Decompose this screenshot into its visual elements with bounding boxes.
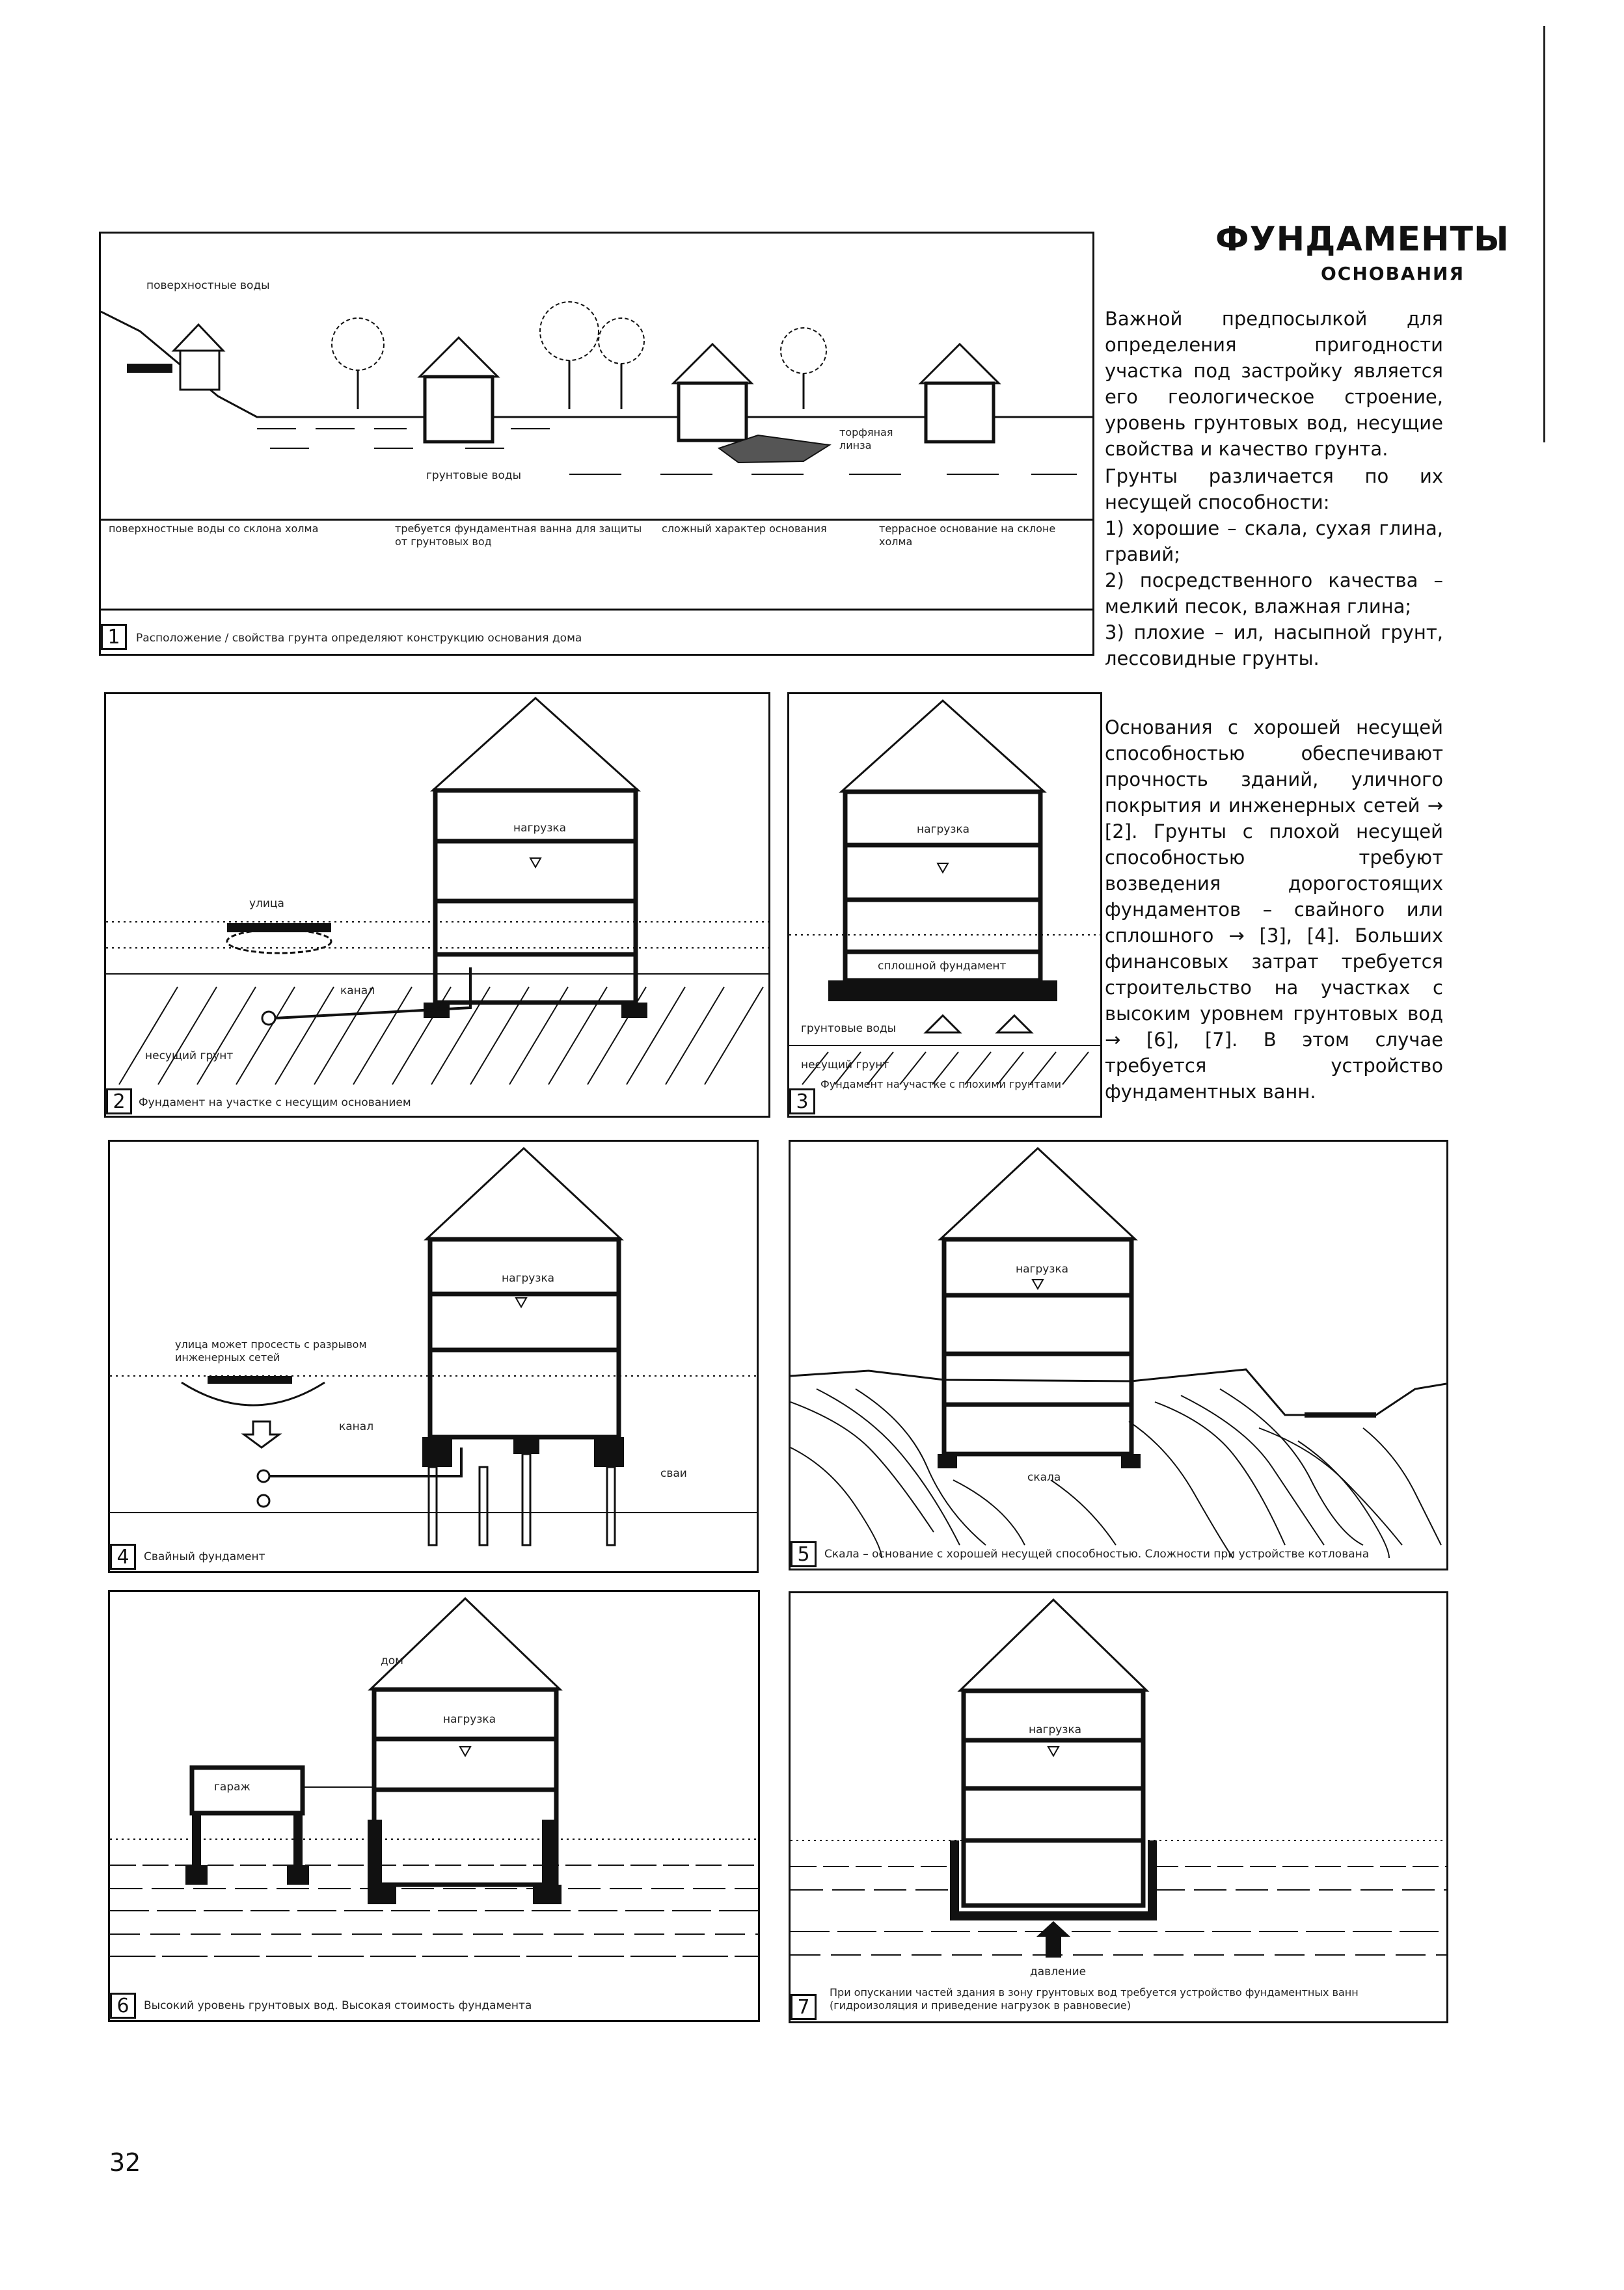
label-garage: гараж (214, 1781, 250, 1794)
page-title: ФУНДАМЕНТЫ (1215, 220, 1509, 259)
figure-1 (99, 232, 1094, 656)
figure-caption: Свайный фундамент (144, 1550, 265, 1563)
figure-number: 4 (110, 1544, 136, 1570)
label-ground-water: грунтовые воды (801, 1022, 897, 1035)
sublabel-4: террасное основание на склоне холма (879, 522, 1056, 548)
figure-caption: Фундамент на участке с несущим основанием (139, 1096, 411, 1109)
figure-2 (104, 692, 770, 1118)
sublabel-2: требуется фундаментная ванна для защиты от грунтовых вод (395, 522, 642, 548)
label-surface-water: поверхностные воды (146, 279, 270, 292)
sublabel-1: поверхностные воды со склона холма (109, 522, 319, 535)
figure-3-drawing (789, 694, 1100, 1116)
paragraph-soil-types: Грунты различается по их несущей способности: (1105, 465, 1443, 513)
label-ground-water: грунтовые воды (426, 469, 522, 482)
sublabel-3: сложный характер основания (662, 522, 827, 535)
list-item-good: 1) хорошие – скала, сухая глина, гравий; (1105, 517, 1443, 565)
figure-caption: При опускании частей здания в зону грунтовых вод требуется устройство фундаментных ванн (гидроизоляция и приведение нагрузок в равновесие) (830, 1986, 1359, 2012)
label-street: улица (249, 897, 284, 910)
label-house: дом (381, 1654, 403, 1667)
figure-3 (787, 692, 1102, 1118)
list-item-poor: 3) плохие – ил, насыпной грунт, лессовидные грунты. (1105, 621, 1443, 669)
paragraph-foundations: Основания с хорошей несущей способностью обеспечивают прочность зданий, уличного покрытия и инженерных сетей → [2]. Грунты с плохой несущей способностью требуют возведения дорогостоящих фундаментов – свайного или сплошного → [3], [4]. Больших финансовых затрат требуется строительство на участках с высоким уровнем грунтовых вод → [6], [7]. В этом случае требуется устройство фундаментных ванн. (1105, 716, 1443, 1103)
figure-number: 2 (106, 1088, 132, 1114)
page-number: 32 (109, 2148, 141, 2177)
label-piles: сваи (660, 1467, 687, 1480)
label-peat-lens: торфяная линза (839, 426, 893, 451)
figure-7-drawing (791, 1593, 1446, 2021)
label-pressure: давление (1030, 1965, 1087, 1978)
page-subtitle: ОСНОВАНИЯ (1321, 263, 1465, 284)
figure-5-drawing (791, 1142, 1446, 1569)
label-rock: скала (1027, 1471, 1061, 1484)
figure-4 (108, 1140, 759, 1573)
figure-number: 7 (791, 1994, 817, 2020)
figure-caption: Высокий уровень грунтовых вод. Высокая стоимость фундамента (144, 1999, 532, 2012)
figure-caption: Расположение / свойства грунта определяют конструкцию основания дома (136, 632, 582, 645)
label-slab-foundation: сплошной фундамент (878, 960, 1007, 973)
figure-5 (789, 1140, 1448, 1570)
label-load: нагрузка (513, 822, 567, 835)
figure-6 (108, 1590, 760, 2022)
figure-caption: Фундамент на участке с плохими грунтами (820, 1078, 1062, 1090)
figure-number: 6 (110, 1993, 136, 2019)
label-load: нагрузка (502, 1272, 555, 1285)
figure-caption: Скала – основание с хорошей несущей способностью. Сложности при устройстве котлована (824, 1548, 1370, 1561)
label-channel: канал (340, 984, 375, 997)
paragraph-intro: Важной предпосылкой для определения пригодности участка под застройку является его геологическое строение, уровень грунтовых вод, несущие свойства и качество грунта. (1105, 308, 1443, 460)
label-street-subsidence: улица может просесть с разрывом инженерных сетей (175, 1338, 367, 1364)
figure-number: 1 (101, 624, 127, 650)
label-load: нагрузка (1029, 1723, 1082, 1736)
figure-7 (789, 1591, 1448, 2023)
label-channel: канал (339, 1420, 374, 1433)
label-load: нагрузка (1016, 1263, 1069, 1276)
label-bearing-soil: несущий грунт (801, 1058, 889, 1071)
figure-1-drawing (101, 234, 1092, 654)
figure-number: 5 (791, 1541, 817, 1567)
label-bearing-soil: несущий грунт (145, 1049, 234, 1062)
label-load: нагрузка (917, 823, 970, 836)
figure-number: 3 (789, 1088, 815, 1114)
figure-6-drawing (110, 1592, 758, 2020)
label-load: нагрузка (443, 1713, 496, 1726)
list-item-medium: 2) посредственного качества – мелкий песок, влажная глина; (1105, 569, 1443, 617)
margin-rule (1543, 26, 1545, 442)
